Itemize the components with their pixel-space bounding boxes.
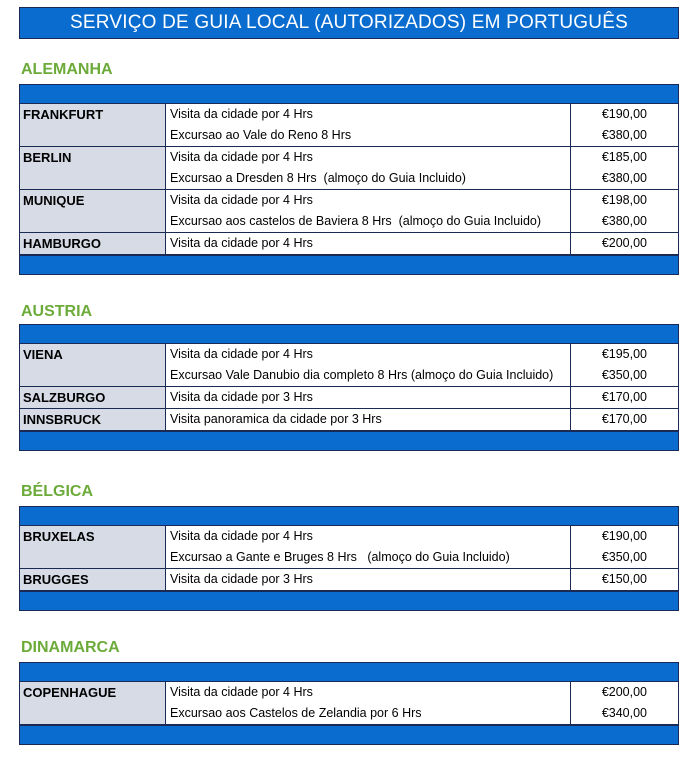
tour-description: Excursao a Gante e Bruges 8 Hrs (almoço do Guia Incluido) (166, 547, 571, 568)
table-row (166, 190, 678, 211)
tour-description: Visita da cidade por 4 Hrs (166, 526, 571, 547)
tours-table (19, 506, 679, 611)
table-row (166, 365, 678, 386)
table-row (166, 168, 678, 189)
tour-description: Excursao aos Castelos de Zelandia por 6 Hrs (166, 703, 571, 724)
tour-price: €380,00 (601, 171, 647, 185)
city-name: MUNIQUE (20, 190, 166, 232)
tour-price: €350,00 (601, 368, 647, 382)
city-group (19, 233, 679, 255)
tour-description: Excursao aos castelos de Baviera 8 Hrs (almoço do Guia Incluido) (166, 211, 571, 232)
city-group (19, 526, 679, 569)
table-row (166, 703, 678, 724)
table-header-bar (19, 506, 679, 526)
tour-price: €170,00 (601, 390, 647, 404)
table-row (166, 526, 678, 547)
city-name: BRUXELAS (20, 526, 166, 568)
tour-price: €170,00 (601, 412, 647, 426)
table-header-bar (19, 662, 679, 682)
table-footer-bar (19, 591, 679, 611)
table-row (166, 233, 678, 254)
tour-price: €340,00 (601, 706, 647, 720)
tour-description: Visita da cidade por 4 Hrs (166, 104, 571, 125)
tour-price: €380,00 (601, 214, 647, 228)
city-group (19, 147, 679, 190)
city-name: VIENA (20, 344, 166, 386)
table-footer-bar (19, 725, 679, 745)
city-name: HAMBURGO (20, 233, 166, 254)
city-name: FRANKFURT (20, 104, 166, 146)
city-group (19, 409, 679, 431)
city-group (19, 190, 679, 233)
tour-description: Visita da cidade por 4 Hrs (166, 147, 571, 168)
tour-price: €190,00 (601, 107, 647, 121)
table-row (166, 682, 678, 703)
tour-description: Excursao Vale Danubio dia completo 8 Hrs (almoço do Guia Incluido) (166, 365, 571, 386)
tour-price: €200,00 (601, 685, 647, 699)
city-group (19, 387, 679, 409)
city-group (19, 104, 679, 147)
tour-description: Visita da cidade por 3 Hrs (166, 569, 571, 590)
city-name: BRUGGES (20, 569, 166, 590)
tour-price: €350,00 (601, 550, 647, 564)
table-row (166, 569, 678, 590)
tour-description: Visita da cidade por 4 Hrs (166, 682, 571, 703)
table-row (166, 147, 678, 168)
tour-description: Visita da cidade por 4 Hrs (166, 344, 571, 365)
page-title: SERVIÇO DE GUIA LOCAL (AUTORIZADOS) EM PORTUGUÊS (19, 7, 679, 39)
country-heading: DINAMARCA (21, 639, 120, 656)
city-name: BERLIN (20, 147, 166, 189)
tour-description: Excursao a Dresden 8 Hrs (almoço do Guia Incluido) (166, 168, 571, 189)
table-row (166, 387, 678, 408)
table-footer-bar (19, 255, 679, 275)
table-row (166, 125, 678, 146)
tour-price: €190,00 (601, 529, 647, 543)
city-name: INNSBRUCK (20, 409, 166, 430)
tour-price: €200,00 (601, 236, 647, 250)
table-header-bar (19, 324, 679, 344)
city-group (19, 569, 679, 591)
tours-table (19, 84, 679, 275)
tour-price: €195,00 (601, 347, 647, 361)
table-row (166, 547, 678, 568)
city-name: SALZBURGO (20, 387, 166, 408)
table-row (166, 344, 678, 365)
table-row (166, 211, 678, 232)
city-name: COPENHAGUE (20, 682, 166, 724)
city-group (19, 344, 679, 387)
tour-description: Visita da cidade por 3 Hrs (166, 387, 571, 408)
country-heading: BÉLGICA (21, 483, 93, 500)
table-header-bar (19, 84, 679, 104)
tours-table (19, 662, 679, 745)
tour-description: Visita panoramica da cidade por 3 Hrs (166, 409, 571, 430)
tour-description: Visita da cidade por 4 Hrs (166, 233, 571, 254)
tour-price: €380,00 (601, 128, 647, 142)
table-footer-bar (19, 431, 679, 451)
tour-description: Excursao ao Vale do Reno 8 Hrs (166, 125, 571, 146)
tour-price: €198,00 (601, 193, 647, 207)
tour-price: €150,00 (601, 572, 647, 586)
table-row (166, 409, 678, 430)
table-row (166, 104, 678, 125)
tours-table (19, 324, 679, 451)
tour-description: Visita da cidade por 4 Hrs (166, 190, 571, 211)
city-group (19, 682, 679, 725)
tour-price: €185,00 (601, 150, 647, 164)
country-heading: AUSTRIA (21, 303, 93, 320)
country-heading: ALEMANHA (21, 61, 113, 78)
